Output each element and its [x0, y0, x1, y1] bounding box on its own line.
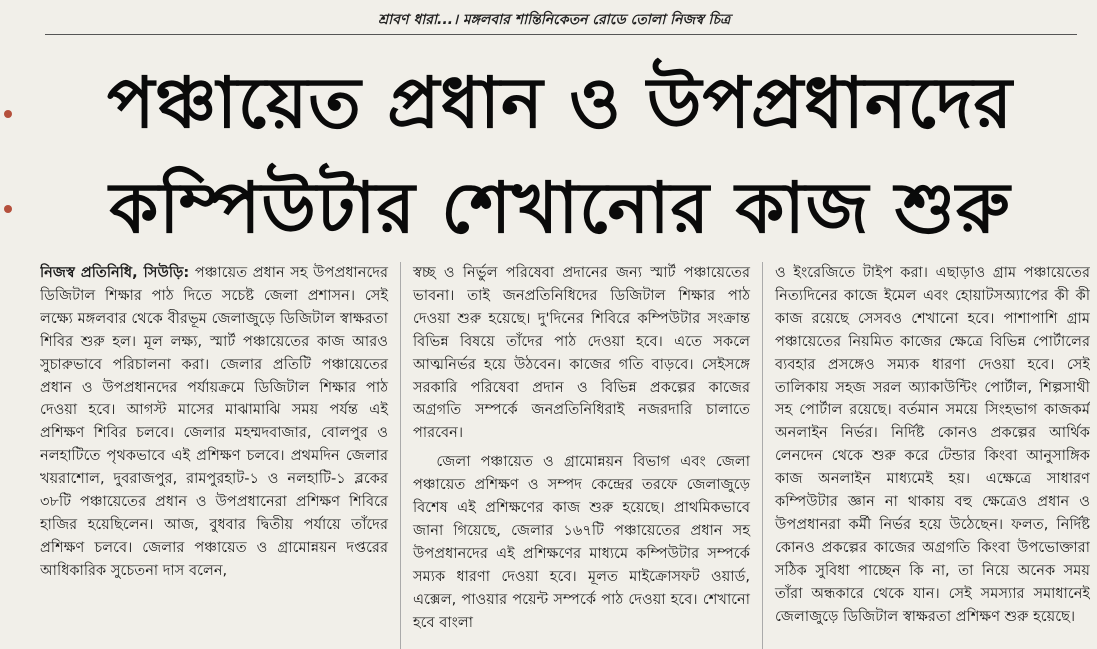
article-paragraph: জেলা পঞ্চায়েত ও গ্রামোন্নয়ন বিভাগ এবং জেলা পঞ্চায়েত প্রশিক্ষণ ও সম্পদ কেন্দ্রের তরফে জেলাজুড়ে বিশেষ এই প্রশিক্ষণের কাজ শুরু হয়েছে। প্রাথমিকভাবে জানা গিয়েছে, জেলার ১৬৭টি পঞ্চায়েতের প্রধান সহ উপপ্রধানদের এই প্রশিক্ষণের মাধ্যমে কম্পিউটার সম্পর্কে সম্যক ধারণা দেওয়া হবে। মূলত মাইক্রোসফট ওয়ার্ড, এক্সেল, পাওয়ার পয়েন্ট সম্পর্কে পাঠ দেওয়া হবে। শেখানো হবে বাংলা — [413, 453, 750, 631]
article-column-3 — [762, 262, 1090, 649]
page-edge-mark — [4, 205, 12, 213]
article-column-1 — [40, 262, 400, 649]
page-edge-mark — [4, 110, 12, 118]
article-body — [40, 262, 1090, 649]
article-paragraph: স্বচ্ছ ও নির্ভুল পরিষেবা প্রদানের জন্য স্মার্ট পঞ্চায়েতের ভাবনা। তাই জনপ্রতিনিধিদের ডিজিটাল শিক্ষার পাঠ দেওয়া শুরু হয়েছে। দু'দিনের শিবিরে কম্পিউটার সংক্রান্ত বিভিন্ন বিষয়ে তাঁদের পাঠ দেওয়া হবে। এতে সকলে আত্মনির্ভর হয়ে উঠবেন। কাজের গতি বাড়বে। সেইসঙ্গে সরকারি পরিষেবা প্রদান ও বিভিন্ন প্রকল্পের কাজের অগ্রগতি সম্পর্কে জনপ্রতিনিধিরাই নজরদারি চালাতে পারবেন। — [413, 264, 750, 442]
article-paragraph — [40, 262, 388, 583]
headline-line-1: পঞ্চায়েত প্রধান ও উপপ্রধানদের — [106, 62, 1014, 144]
article-paragraph: ও ইংরেজিতে টাইপ করা। এছাড়াও গ্রাম পঞ্চায়েতের নিত্যদিনের কাজে ইমেল এবং হোয়াটসঅ্যাপের কী কী কাজ রয়েছে সেসবও শেখানো হবে। পাশাপাশি গ্রাম পঞ্চায়েতের নিয়মিত কাজের ক্ষেত্রে বিভিন্ন পোর্টালের ব্যবহার প্রসঙ্গেও সম্যক ধারণা দেওয়া হবে। সেই তালিকায় সহজ সরল অ্যাকাউন্টিং পোর্টাল, শিল্পসাথী সহ পোর্টাল রয়েছে। বর্তমান সময়ে সিংহভাগ কাজকর্ম অনলাইন নির্ভর। নির্দিষ্ট কোনও প্রকল্পের আর্থিক লেনদেন থেকে শুরু করে টেন্ডার কিংবা আনুসাঙ্গিক কাজ অনলাইন মাধ্যমেই হয়। এক্ষেত্রে সাধারণ কম্পিউটার জ্ঞান না থাকায় বহু ক্ষেত্রেও প্রধান ও উপপ্রধানরা কর্মী নির্ভর হয়ে উঠেছেন। ফলত, নির্দিষ্ট কোনও প্রকল্পের কাজের অগ্রগতি কিংবা উপভোক্তারা সঠিক সুবিধা পাচ্ছেন কি না, তা নিয়ে অনেক সময় তাঁরা অন্ধকারে থেকে যান। সেই সমস্যার সমাধানেই জেলাজুড়ে ডিজিটাল স্বাক্ষরতা প্রশিক্ষণ শুরু হয়েছে। — [775, 264, 1090, 625]
byline: নিজস্ব প্রতিনিধি, সিউড়ি: — [40, 264, 190, 281]
article-text: পঞ্চায়েত প্রধান সহ উপপ্রধানদের ডিজিটাল শিক্ষার পাঠ দিতে সচেষ্ট জেলা প্রশাসন। সেই লক্ষ্যে মঙ্গলবার থেকে বীরভূম জেলাজুড়ে ডিজিটাল স্বাক্ষরতা শিবির শুরু হল। মূল লক্ষ্য, স্মার্ট পঞ্চায়েতের কাজ আরও সুচারুভাবে পরিচালনা করা। জেলার প্রতিটি পঞ্চায়েতের প্রধান ও উপপ্রধানদের পর্যায়ক্রমে ডিজিটাল শিক্ষার পাঠ দেওয়া হবে। আগস্ট মাসের মাঝামাঝি সময় পর্যন্ত এই প্রশিক্ষণ শিবির চলবে। জেলার মহম্মদবাজার, বোলপুর ও নলহাটিতে পৃথকভাবে এই প্রশিক্ষণ চলবে। প্রথমদিন জেলার খয়রাশোল, দুবরাজপুর, রামপুরহাট-১ ও নলহাটি-১ ব্লকের ৩৮টি পঞ্চায়েতের প্রধান ও উপপ্রধানেরা প্রশিক্ষণ শিবিরে হাজির হয়েছিলেন। আজ, বুধবার দ্বিতীয় পর্যায়ে তাঁদের প্রশিক্ষণ চলবে। জেলার পঞ্চায়েত ও গ্রামোন্নয়ন দপ্তরের আধিকারিক সুচেতনা দাস বলেন, — [40, 264, 389, 579]
headline-line-2: কম্পিউটার শেখানোর কাজ শুরু — [109, 167, 1011, 249]
photo-caption: শ্রাবণ ধারা...। মঙ্গলবার শান্তিনিকেতন রোডে তোলা নিজস্ব চিত্র — [378, 12, 731, 28]
caption-rule — [45, 34, 1077, 35]
article-column-2 — [400, 262, 762, 649]
